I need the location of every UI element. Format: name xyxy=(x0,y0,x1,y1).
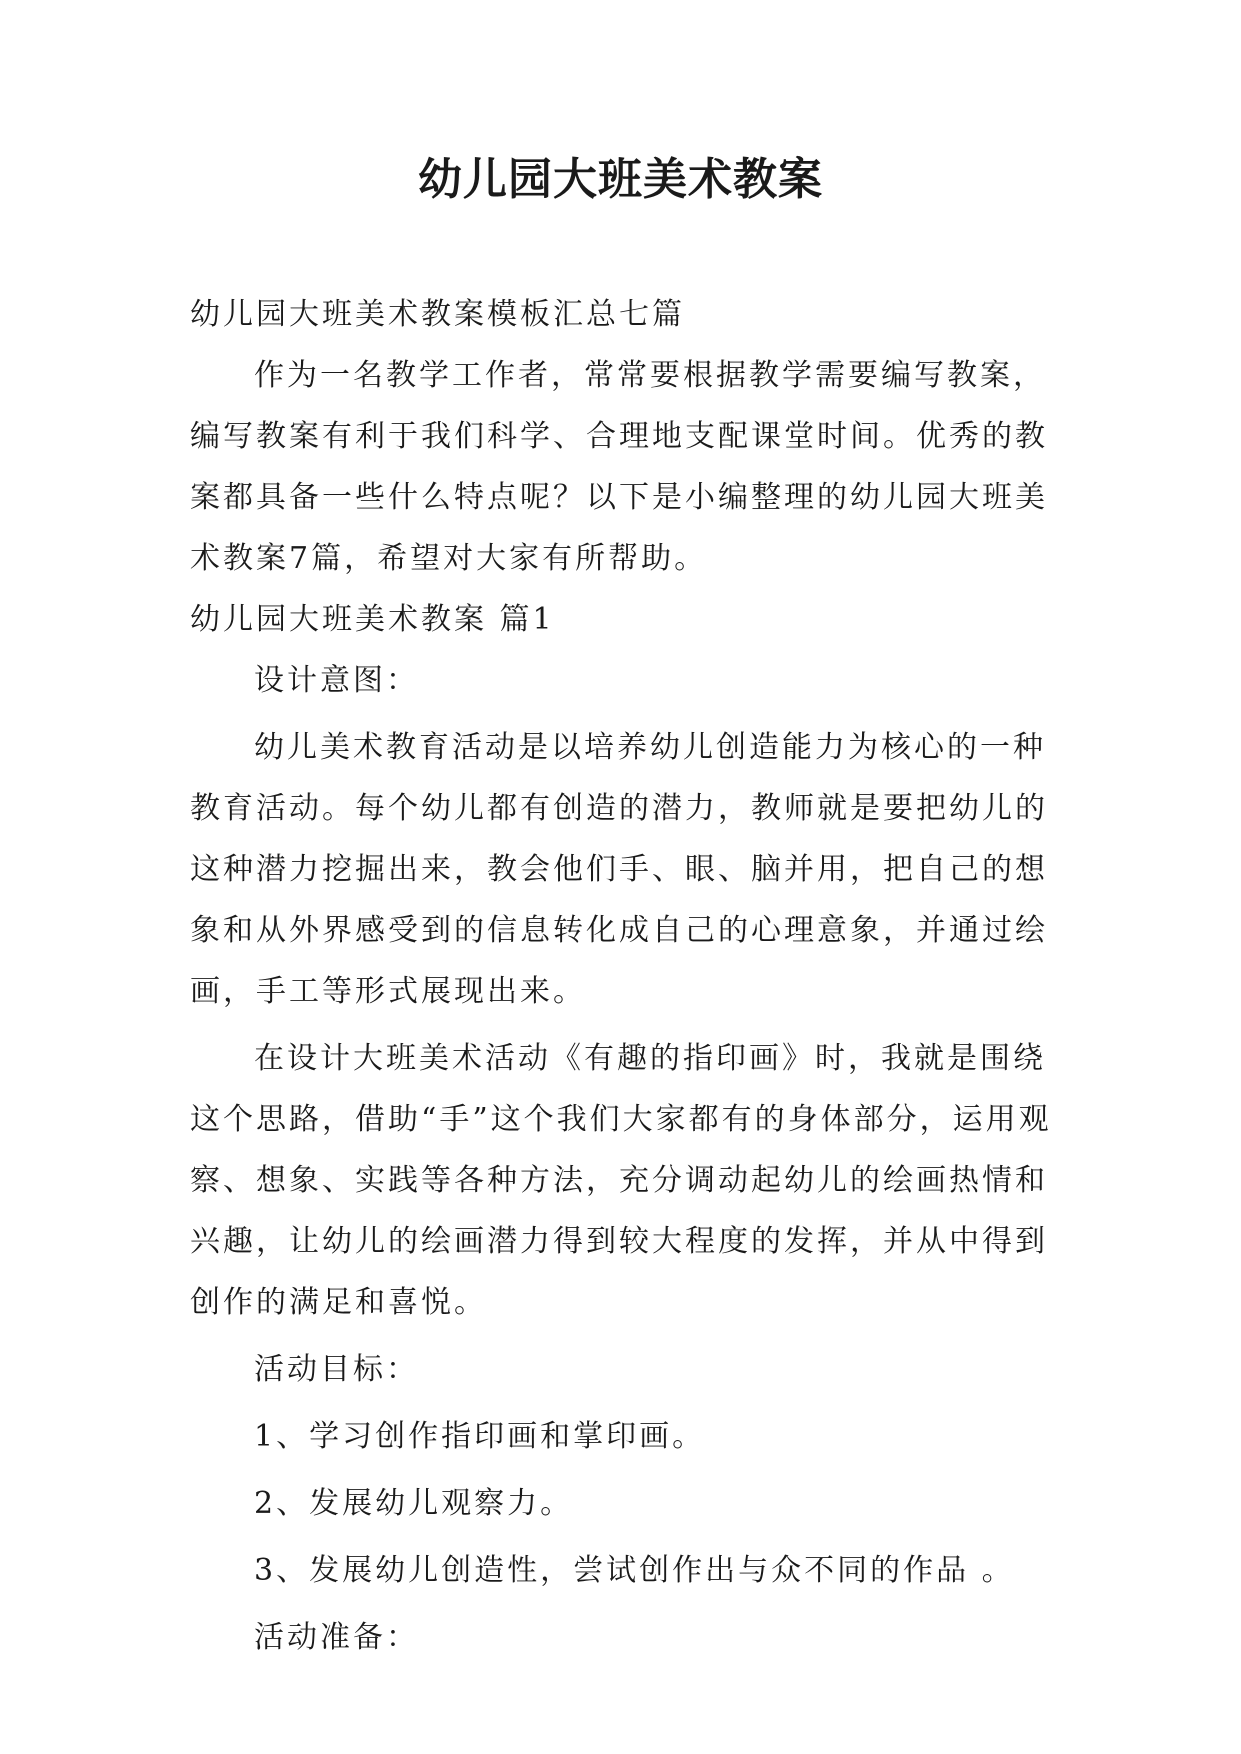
design-intent-heading: 设计意图： xyxy=(254,663,419,698)
document-body xyxy=(190,284,1060,1668)
activity-goals-heading: 活动目标： xyxy=(254,1352,419,1387)
goal-item-3: 3、发展幼儿创造性，尝试创作出与众不同的作品 。 xyxy=(254,1553,1015,1588)
activity-prep-heading: 活动准备： xyxy=(254,1620,419,1655)
goal-item-2: 2、发展幼儿观察力。 xyxy=(254,1486,574,1521)
goal-item-1: 1、学习创作指印画和掌印画。 xyxy=(254,1419,706,1454)
design-intent-paragraph-2: 在设计大班美术活动《有趣的指印画》时，我就是围绕这个思路，借助“手”这个我们大家都有的身体部分，运用观察、想象、实践等各种方法，充分调动起幼儿的绘画热情和兴趣，让幼儿的绘画潜力得到较大程度的发挥，并从中得到创作的满足和喜悦。 xyxy=(190,1041,1052,1320)
design-intent-paragraph-1: 幼儿美术教育活动是以培养幼儿创造能力为核心的一种教育活动。每个幼儿都有创造的潜力，教师就是要把幼儿的这种潜力挖掘出来，教会他们手、眼、脑并用，把自己的想象和从外界感受到的信息转化成自己的心理意象，并通过绘画，手工等形式展现出来。 xyxy=(190,730,1048,1009)
section-heading: 幼儿园大班美术教案 篇1 xyxy=(190,602,555,637)
subtitle-paragraph: 幼儿园大班美术教案模板汇总七篇 xyxy=(190,297,685,332)
intro-paragraph: 作为一名教学工作者，常常要根据教学需要编写教案，编写教案有利于我们科学、合理地支配课堂时间。优秀的教案都具备一些什么特点呢？以下是小编整理的幼儿园大班美术教案7篇，希望对大家有所帮助。 xyxy=(190,358,1048,576)
document-title: 幼儿园大班美术教案 xyxy=(418,154,823,205)
